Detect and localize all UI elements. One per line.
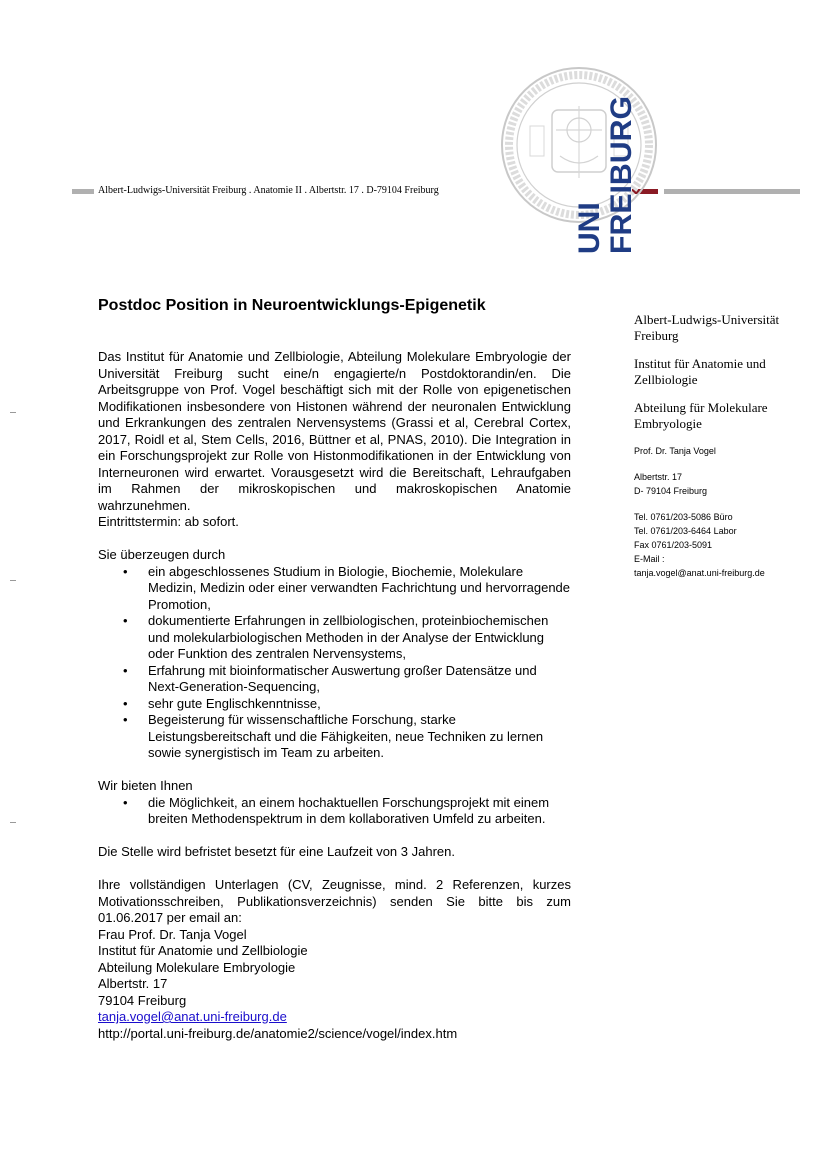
list-item: • dokumentierte Erfahrungen in zellbiologischen, proteinbiochemischen und molekularbiologischen Methoden in der Analyse der Entwicklung oder Funktion des zentralen Nervensystems, [98,613,571,663]
sidebar-institute: Institut für Anatomie und Zellbiologie [634,356,766,387]
header-address: Albert-Ludwigs-Universität Freiburg . Anatomie II . Albertstr. 17 . D-79104 Freiburg [98,185,439,196]
list-item: • die Möglichkeit, an einem hochaktuellen Forschungsprojekt mit einem breiten Methodenspektrum in dem kollaborativen Umfeld zu arbeiten. [98,795,571,828]
sidebar-university: Albert-Ludwigs-Universität Freiburg [634,312,780,343]
contact-name: Frau Prof. Dr. Tanja Vogel [98,926,247,942]
fold-mark [10,412,16,413]
sidebar-person: Prof. Dr. Tanja Vogel [634,446,716,456]
list-item: • Begeisterung für wissenschaftliche Forschung, starke Leistungsbereitschaft und die Fähigkeiten, neue Techniken zu lernen sowie synergistisch im Team zu arbeiten. [98,712,571,762]
fold-mark [10,822,16,823]
list-item: • ein abgeschlossenes Studium in Biologie, Biochemie, Molekulare Medizin, Medizin oder einer verwandten Fachrichtung und hervorragende Promotion, [98,564,571,614]
offer-list [98,795,571,828]
requirements-list [98,564,571,762]
sidebar-contact [634,312,809,580]
header-rule-left [72,189,94,194]
uni-freiburg-logo [572,96,638,254]
document-body [98,349,571,1042]
list-item: • sehr gute Englischkenntnisse, [98,696,571,713]
contact-street: Albertstr. 17 [98,976,168,991]
contact-city: 79104 Freiburg [98,992,187,1008]
header-rule-right [664,189,800,194]
sidebar-email: tanja.vogel@anat.uni-freiburg.de [634,568,765,578]
contact-department: Abteilung Molekulare Embryologie [98,959,296,975]
sidebar-email-label: E-Mail : [634,554,665,564]
requirements-heading: Sie überzeugen durch [98,547,226,562]
list-item: • Erfahrung mit bioinformatischer Auswertung großer Datensätze und Next-Generation-Sequencing, [98,663,571,696]
page-title: Postdoc Position in Neuroentwicklungs-Epigenetik [98,297,486,314]
start-date: Eintrittstermin: ab sofort. [98,514,239,529]
sidebar-tel-office: Tel. 0761/203-5086 Büro [634,512,733,522]
sidebar-department: Abteilung für Molekulare Embryologie [634,400,768,431]
offer-heading: Wir bieten Ihnen [98,778,193,793]
contact-institute: Institut für Anatomie und Zellbiologie [98,943,308,958]
contact-url: http://portal.uni-freiburg.de/anatomie2/science/vogel/index.htm [98,1025,458,1041]
sidebar-city: D- 79104 Freiburg [634,486,708,496]
contact-email-link[interactable]: tanja.vogel@anat.uni-freiburg.de [98,1009,287,1024]
application-text: Ihre vollständigen Unterlagen (CV, Zeugnisse, mind. 2 Referenzen, kurzes Motivationsschreiben, Publikationsverzeichnis) senden Sie bitte bis zum 01.06.2017 per email an: [98,877,571,925]
duration-text: Die Stelle wird befristet besetzt für eine Laufzeit von 3 Jahren. [98,844,455,859]
intro-paragraph: Das Institut für Anatomie und Zellbiologie, Abteilung Molekulare Embryologie der Universität Freiburg sucht eine/n engagierte/n Postdoktorandin/en. Die Arbeitsgruppe von Prof. Vogel beschäftigt sich mit der Rolle von epigenetischen Modifikationen insbesondere von Histonen während der neuronalen Entwicklung und Erkrankungen des zentralen Nervensystems (Grassi et al, Cerebral Cortex, 2017, Roidl et al, Stem Cells, 2016, Büttner et al, PNAS, 2010). Die Integration in ein Forschungsprojekt zur Rolle von Histonmodifikationen in der Entwicklung von Interneuronen wird erwartet. Vorausgesetzt wird die Bereitschaft, Lehraufgaben im Rahmen der mikroskopischen und makroskopischen Anatomie wahrzunehmen. [98,349,571,513]
logo-uni-text: UNI [573,202,606,254]
logo-freiburg-text: FREIBURG [605,97,638,254]
sidebar-tel-lab: Tel. 0761/203-6464 Labor [634,526,737,536]
sidebar-fax: Fax 0761/203-5091 [634,540,713,550]
sidebar-street: Albertstr. 17 [634,472,683,482]
fold-mark [10,580,16,581]
